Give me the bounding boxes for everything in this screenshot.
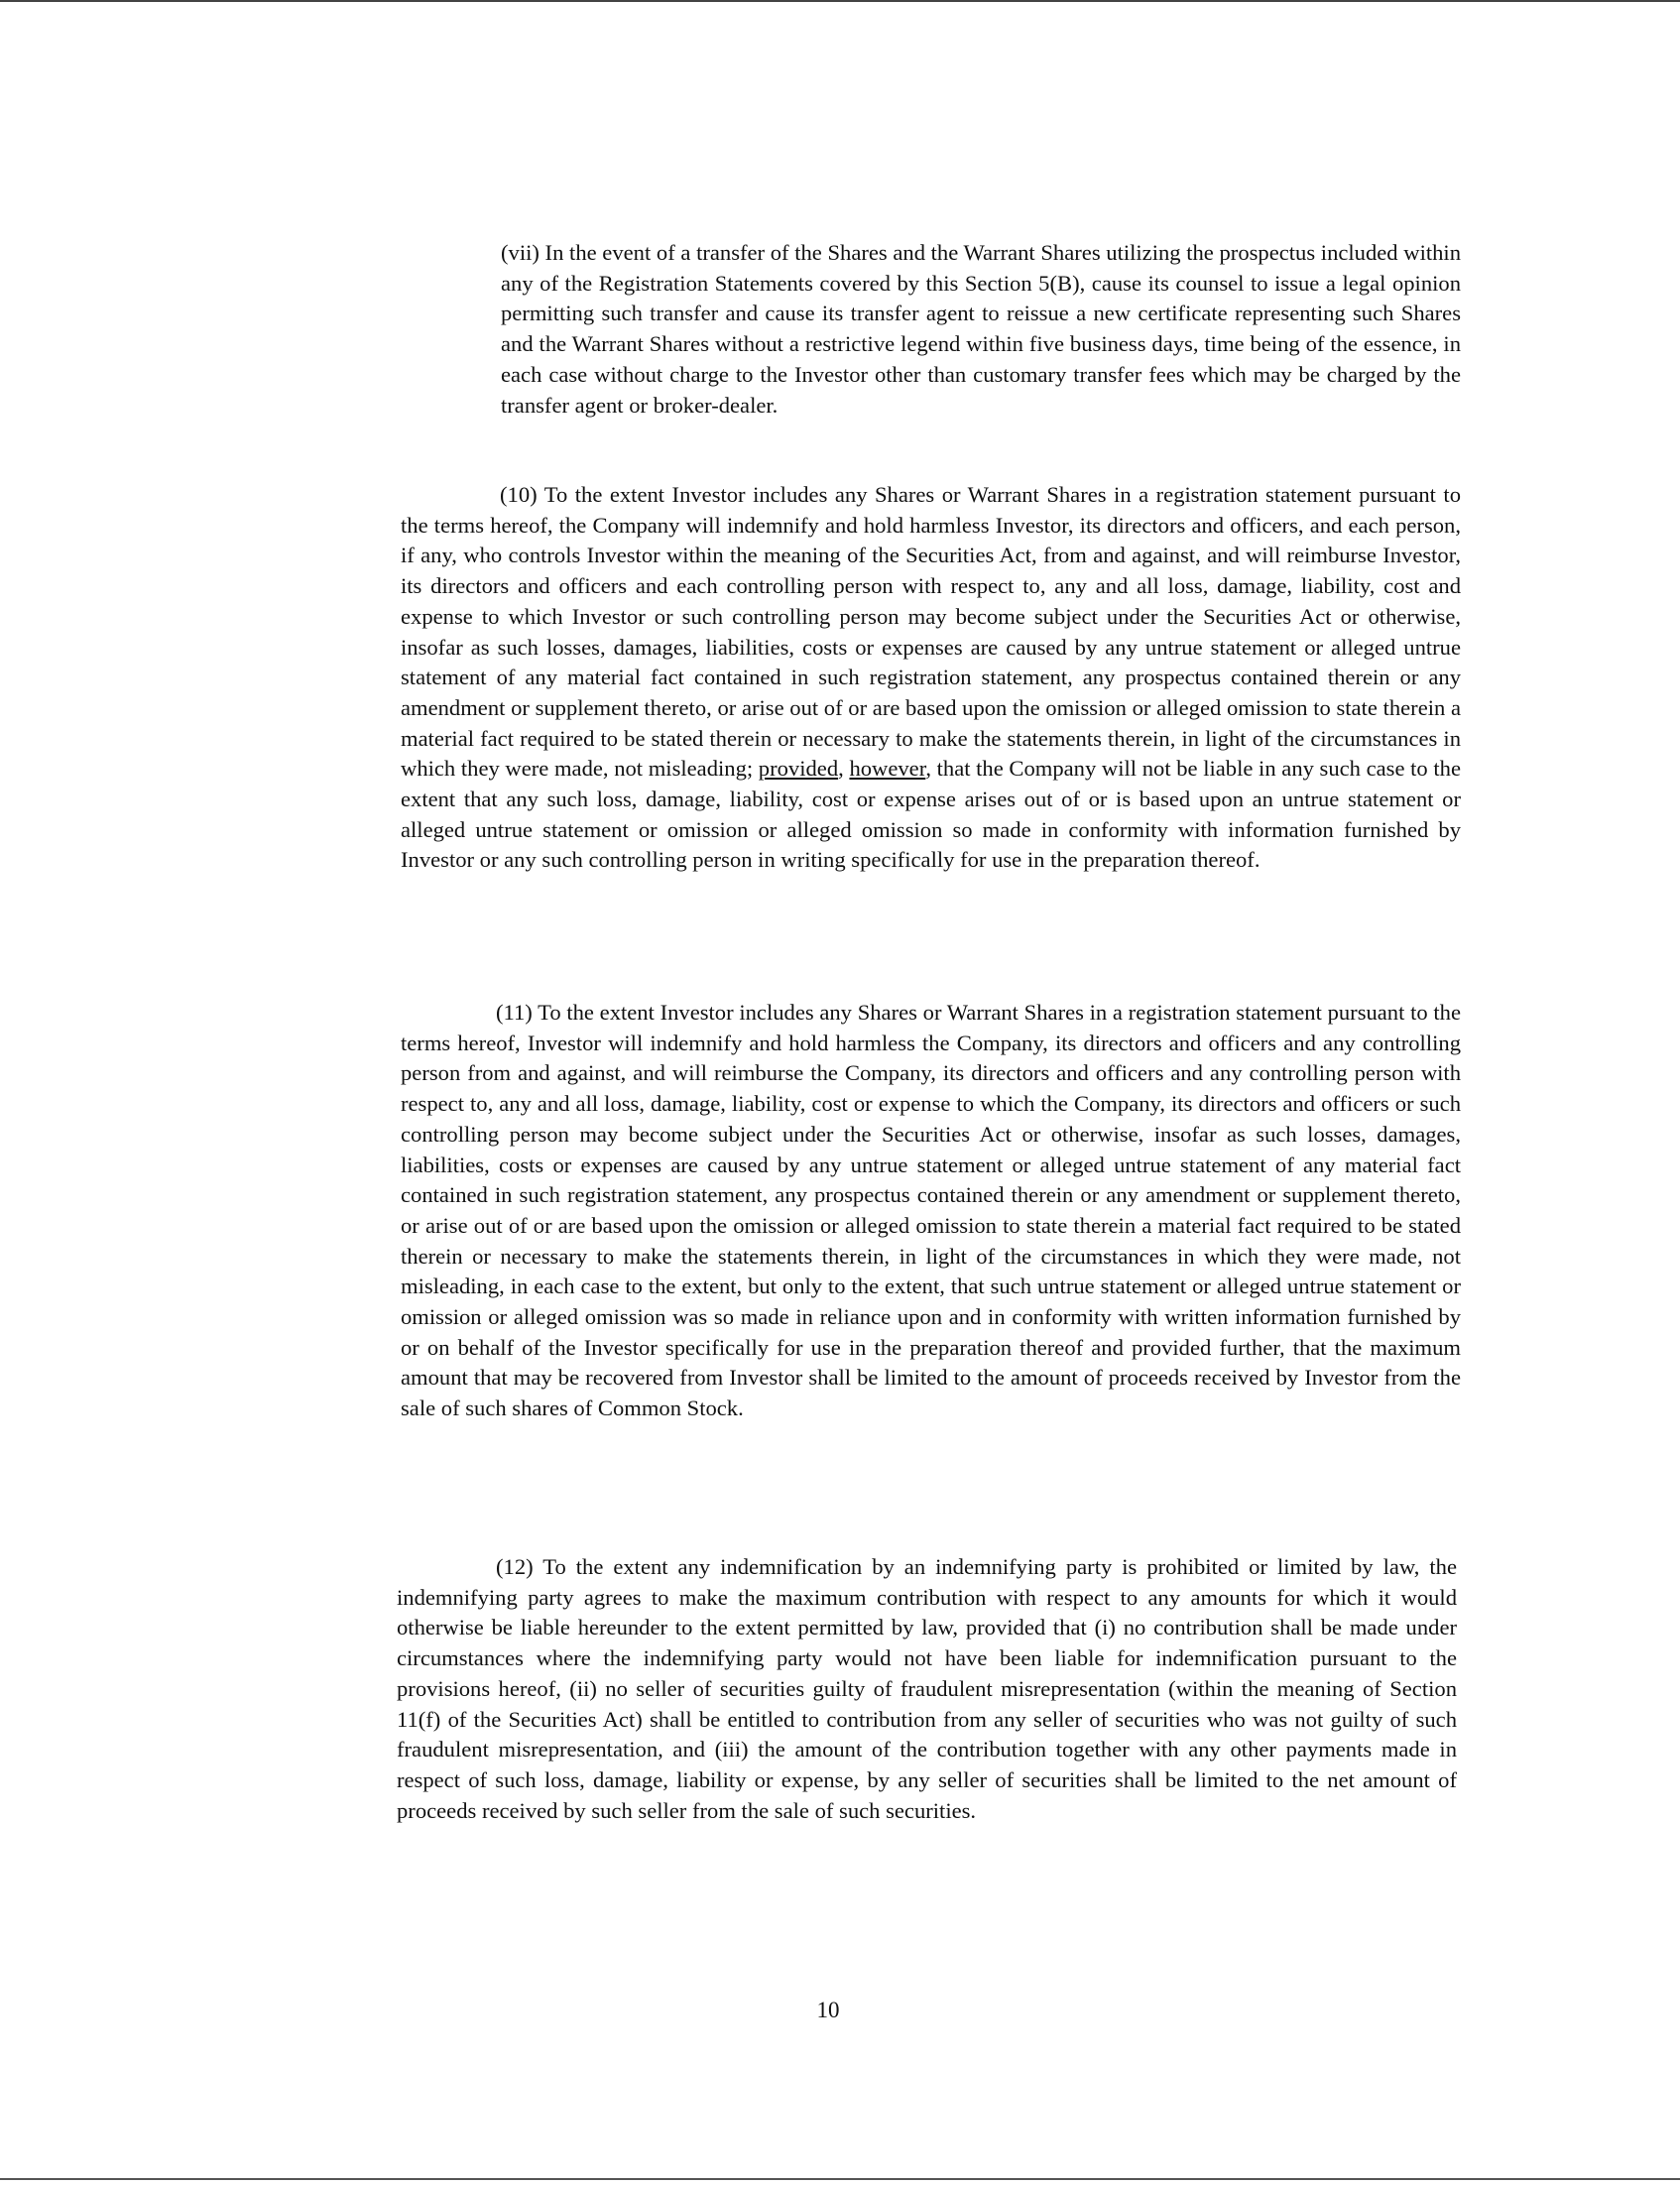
page-number: 10 — [816, 1998, 840, 2022]
paragraph-10 — [401, 480, 1461, 876]
paragraph-10-comma: , — [838, 756, 844, 782]
paragraph-10-text-before: (10) To the extent Investor includes any Shares or Warrant Shares in a registration statement pursuant to the terms hereof, the Company will indemnify and hold harmless Investor, its directors and officers, and each person, if any, who controls Investor within the meaning of the Securities Act, from and against, and will reimburse Investor, its directors and officers and each controlling person with respect to, any and all loss, damage, liability, cost and expense to which Investor or such controlling person may become subject under the Securities Act or otherwise, insofar as such losses, damages, liabilities, costs or expenses are caused by any untrue statement or alleged untrue statement of any material fact contained in such registration statement, any prospectus contained therein or any amendment or supplement thereto, or arise out of or are based upon the omission or alleged omission to state therein a material fact required to be stated therein or necessary to make the statements therein, in light of the circumstances in which they were made, not misleading; — [401, 482, 1461, 782]
paragraph-vii: (vii) In the event of a transfer of the Shares and the Warrant Shares utilizing the prospectus included within any of the Registration Statements covered by this Section 5(B), cause its counsel to issue a legal opinion permitting such transfer and cause its transfer agent to reissue a new certificate representing such Shares and the Warrant Shares without a restrictive legend within five business days, time being of the essence, in each case without charge to the Investor other than customary transfer fees which may be charged by the transfer agent or broker-dealer. — [501, 240, 1461, 418]
paragraph-12: (12) To the extent any indemnification by an indemnifying party is prohibited or limited by law, the indemnifying party agrees to make the maximum contribution with respect to any amounts for which it would otherwise be liable hereunder to the extent permitted by law, provided that (i) no contribution shall be made under circumstances where the indemnifying party would not have been liable for indemnification pursuant to the provisions hereof, (ii) no seller of securities guilty of fraudulent misrepresentation (within the meaning of Section 11(f) of the Securities Act) shall be entitled to contribution from any seller of securities who was not guilty of such fraudulent misrepresentation, and (iii) the amount of the contribution together with any other payments made in respect of such loss, damage, liability or expense, by any seller of securities shall be limited to the net amount of proceeds received by such seller from the sale of such securities. — [397, 1554, 1457, 1823]
paragraph-10-text-after: , that the Company will not be liable in any such case to the extent that any such loss, damage, liability, cost or expense arises out of or is based upon an untrue statement or alleged untrue statement or omission or alleged omission so made in conformity with information furnished by Investor or any such controlling person in writing specifically for use in the preparation thereof. — [401, 756, 1461, 873]
provided-term: provided — [758, 756, 839, 782]
page-bottom-edge — [0, 2178, 1680, 2180]
page-top-edge — [0, 0, 1680, 2]
paragraph-11: (11) To the extent Investor includes any Shares or Warrant Shares in a registration statement pursuant to the terms hereof, Investor will indemnify and hold harmless the Company, its directors and officers and any controlling person from and against, and will reimburse the Company, its directors and officers and any controlling person with respect to, any and all loss, damage, liability, cost or expense to which the Company, its directors and officers or such controlling person may become subject under the Securities Act or otherwise, insofar as such losses, damages, liabilities, costs or expenses are caused by any untrue statement or alleged untrue statement of any material fact contained in such registration statement, any prospectus contained therein or any amendment or supplement thereto, or arise out of or are based upon the omission or alleged omission to state therein a material fact required to be stated therein or necessary to make the statements therein, in light of the circumstances in which they were made, not misleading, in each case to the extent, but only to the extent, that such untrue statement or alleged untrue statement or omission or alleged omission was so made in reliance upon and in conformity with written information furnished by or on behalf of the Investor specifically for use in the preparation thereof and provided further, that the maximum amount that may be recovered from Investor shall be limited to the amount of proceeds received by Investor from the sale of such shares of Common Stock. — [401, 1000, 1461, 1421]
however-term: however — [849, 756, 926, 782]
